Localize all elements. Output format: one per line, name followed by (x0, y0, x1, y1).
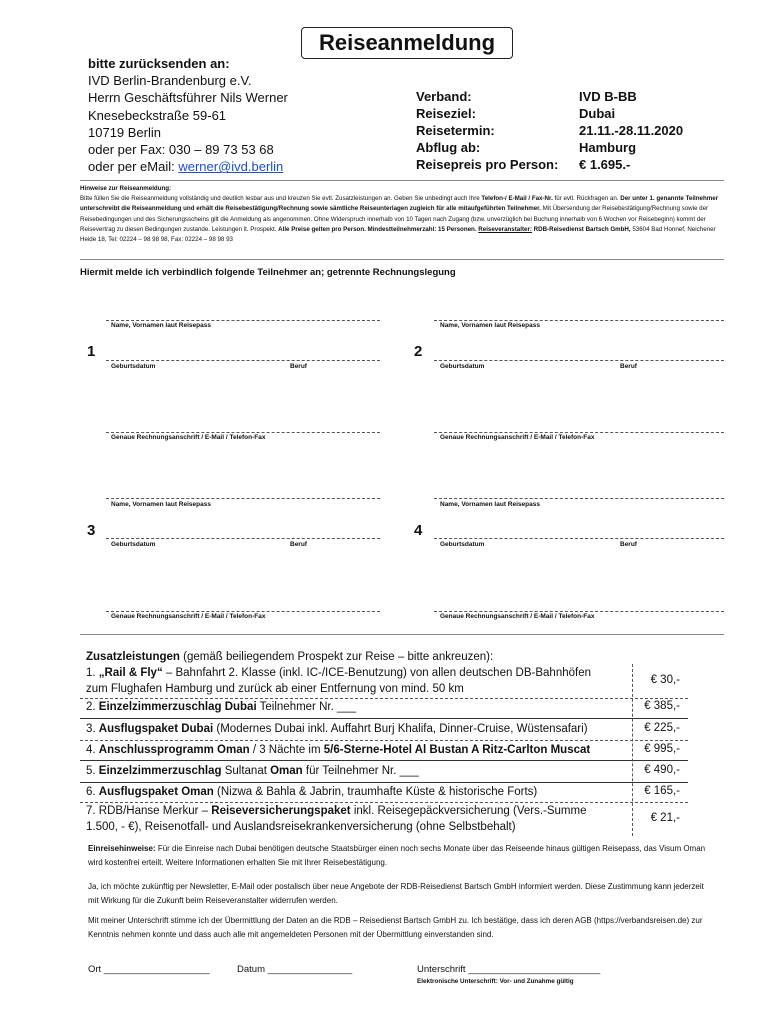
ort-field[interactable]: Ort ____________________ (88, 964, 210, 975)
extra-number: 6. (86, 786, 99, 798)
extra-price: € 30,- (650, 674, 680, 686)
form-title: Reiseanmeldung (301, 27, 513, 59)
trip-row-reisetermin (416, 122, 683, 139)
extra-name: Anschlussprogramm Oman (98, 744, 250, 756)
address-line: 10719 Berlin (88, 124, 161, 140)
address-heading: bitte zurücksenden an: (88, 56, 230, 71)
extra-price: € 225,- (644, 722, 680, 734)
fax-line: oder per Fax: 030 – 89 73 53 68 (88, 142, 274, 158)
extras-box (80, 646, 688, 836)
extra-text (86, 785, 537, 801)
address-line: Herrn Geschäftsführer Nils Werner (88, 90, 288, 106)
birth-job-field[interactable] (106, 360, 380, 361)
extra-desc: – Bahnfahrt 2. Klasse (inkl. IC-/ICE-Benutzung) von allen deutschen DB-Bahnhöfen (162, 667, 591, 679)
trip-row-preis (416, 156, 683, 173)
divider (80, 180, 724, 181)
name-label: Name, Vornamen laut Reisepass (440, 322, 540, 329)
trip-value: Hamburg (579, 140, 637, 155)
extra-hotel: 5/6-Sterne-Hotel Al Bustan A Ritz-Carlton Muscat (323, 744, 591, 756)
hints-text-bold: Telefon-/ E-Mail / Fax-Nr. (481, 195, 553, 203)
extra-number: 7. RDB/Hanse Merkur – (86, 805, 212, 817)
participants-heading: Hiermit melde ich verbindlich folgende Teilnehmer an; getrennte Rechnungslegung (80, 267, 456, 278)
organizer-name: RDB-Reisedienst Bartsch GmbH, (531, 225, 631, 233)
trip-value: € 1.695.- (579, 157, 631, 172)
job-label: Beruf (620, 363, 637, 370)
organizer-address: 53604 Bad Honnef, Neichener Heide 18, Tel: 02224 – 98 98 98, Fax: 02224 – 98 98 93 (80, 225, 716, 244)
extra-text (86, 666, 591, 697)
entry-heading: Einreisehinweise: (88, 844, 156, 853)
extras-title-rest: (gemäß beiliegendem Prospekt zur Reise – bitte ankreuzen): (179, 651, 494, 663)
name-field[interactable] (434, 498, 724, 499)
extra-text (86, 722, 588, 738)
trip-label: Reiseziel: (416, 106, 476, 121)
hints-text: Bitte füllen Sie die Reiseanmeldung vollständig und deutlich lesbar aus und kreuzen Sie evtl. Zusatzleistungen an. Geben Sie unbedingt auch Ihre (80, 195, 482, 203)
extra-desc: 1.500, - €), Reisenotfall- und Auslandsreisekrankenversicherung (ohne Selbstbehalt) (86, 820, 516, 833)
extra-desc: Teilnehmer Nr. ___ (256, 701, 357, 713)
name-label: Name, Vornamen laut Reisepass (111, 501, 211, 508)
extra-desc: zum Flughafen Hamburg und zurück ab einer Entfernung von mind. 50 km (86, 682, 464, 695)
extras-title-bold: Zusatzleistungen (86, 651, 180, 663)
extra-name: Einzelzimmerzuschlag Dubai (98, 701, 257, 713)
birth-job-field[interactable] (106, 538, 380, 539)
trip-label: Reisetermin: (416, 123, 495, 138)
extra-desc: (Modernes Dubai inkl. Auffahrt Burj Khalifa, Dinner-Cruise, Wüstensafari) (213, 723, 588, 735)
extra-item-1[interactable] (80, 664, 688, 699)
extra-item-6[interactable] (80, 784, 688, 803)
job-label: Beruf (290, 541, 307, 548)
extra-name: Ausflugspaket Oman (98, 786, 214, 798)
name-field[interactable] (106, 320, 380, 321)
divider (80, 634, 724, 635)
job-label: Beruf (620, 541, 637, 548)
extra-name: Einzelzimmerzuschlag (98, 765, 222, 777)
contact-label: Genaue Rechnungsanschrift / E-Mail / Telefon-Fax (111, 613, 266, 620)
trip-row-verband (416, 88, 683, 105)
extra-text (86, 743, 590, 759)
hints-text-bold: Alle Preise gelten pro Person. Mindestteilnehmerzahl: 15 Personen. (278, 225, 477, 233)
trip-label: Reisepreis pro Person: (416, 157, 559, 172)
address-line: Knesebeckstraße 59-61 (88, 107, 227, 123)
extra-price: € 385,- (644, 700, 680, 712)
participant-number: 1 (87, 343, 96, 360)
birth-job-field[interactable] (434, 538, 724, 539)
extra-country: Oman (270, 765, 303, 777)
extra-text (86, 700, 356, 716)
extra-desc: (Nizwa & Bahla & Jabrin, traumhafte Küste & historische Forts) (213, 786, 538, 798)
email-line (88, 158, 418, 175)
extra-desc: für Teilnehmer Nr. ___ (302, 765, 419, 777)
extra-item-3[interactable] (80, 720, 688, 741)
name-label: Name, Vornamen laut Reisepass (440, 501, 540, 508)
price-column-separator (632, 664, 633, 836)
contact-label: Genaue Rechnungsanschrift / E-Mail / Telefon-Fax (440, 613, 595, 620)
address-line: IVD Berlin-Brandenburg e.V. (88, 73, 252, 89)
extra-name: „Rail & Fly“ (98, 667, 163, 679)
extra-price: € 490,- (644, 764, 680, 776)
extra-price: € 21,- (650, 812, 680, 824)
hints-heading: Hinweise zur Reiseanmeldung: (80, 185, 172, 192)
entry-notice (88, 842, 708, 870)
birth-job-field[interactable] (434, 360, 724, 361)
name-label: Name, Vornamen laut Reisepass (111, 322, 211, 329)
extra-price: € 165,- (644, 785, 680, 797)
trip-details (416, 88, 683, 173)
extra-price: € 995,- (644, 743, 680, 755)
email-link[interactable]: werner@ivd.berlin (178, 159, 284, 175)
extra-desc: inkl. Reisegepäckversicherung (Vers.-Summe (350, 805, 587, 817)
signature-field[interactable]: Unterschrift _________________________ (417, 964, 601, 975)
contact-field[interactable] (106, 611, 380, 612)
extra-text (86, 764, 419, 780)
participant-number: 2 (414, 343, 423, 360)
extra-item-5[interactable] (80, 762, 688, 783)
email-prefix: oder per eMail: (88, 159, 179, 175)
trip-value: 21.11.-28.11.2020 (579, 123, 684, 138)
birth-label: Geburtsdatum (440, 541, 485, 548)
extra-name: Reiseversicherungspaket (211, 805, 351, 817)
extra-number: 4. (86, 744, 99, 756)
trip-row-abflug (416, 139, 683, 156)
trip-label: Verband: (416, 89, 472, 104)
hints-text: für evtl. Rückfragen an. (552, 195, 621, 203)
extra-item-2[interactable] (80, 698, 688, 719)
name-field[interactable] (106, 498, 380, 499)
extra-number: 1. (86, 667, 99, 679)
hints-text-bold: Der unter 1. genannte Teilnehmer unterschreibt die Reiseanmeldung und erhält die Reisebestätigung/Rechnung sowie sämtliche Reiseunterlagen zugleich für alle mitaufgeführten Teilnehmer. (80, 195, 719, 213)
datum-field[interactable]: Datum ________________ (237, 964, 353, 975)
contact-label: Genaue Rechnungsanschrift / E-Mail / Telefon-Fax (440, 434, 595, 441)
contact-field[interactable] (434, 432, 724, 433)
extra-item-4[interactable] (80, 740, 688, 761)
newsletter-consent[interactable]: Ja, ich möchte zukünftig per Newsletter, E-Mail oder postalisch über neue Angebote der RDB-Reisedienst Bartsch GmbH informiert werden. Diese Zustimmung kann jederzeit mit Wirkung für die Zukunft beim Reiseveranstalter widerrufen werden. (88, 882, 704, 905)
extra-item-7[interactable] (80, 802, 688, 836)
organizer-label: Reiseveranstalter: (478, 225, 532, 233)
signature-note: Elektronische Unterschrift: Vor- und Zunahme gültig (417, 978, 574, 985)
participant-number: 4 (414, 522, 423, 539)
extra-text (86, 804, 586, 835)
contact-field[interactable] (106, 432, 380, 433)
name-field[interactable] (434, 320, 724, 321)
extra-name: Ausflugspaket Dubai (98, 723, 214, 735)
registration-hints (80, 184, 724, 245)
trip-value: Dubai (579, 106, 616, 121)
participant-number: 3 (87, 522, 96, 539)
divider (80, 259, 724, 260)
birth-label: Geburtsdatum (111, 363, 156, 370)
data-consent: Mit meiner Unterschrift stimme ich der Übermittlung der Daten an die RDB – Reisedienst Bartsch GmbH zu. Ich bestätige, dass ich deren AGB (https://verbandsreisen.de) zur Kenntnis nehmen konnte und dass auch alle mit angemeldeten Personen mit der Übermittlung einverstanden sind. (88, 916, 703, 939)
trip-label: Abflug ab: (416, 140, 481, 155)
extra-number: 2. (86, 701, 99, 713)
hints-text: Mit Übersendung der Reisebestätigung/Rechnung sowie der Reisebedingungen und des Sicherungsscheins gilt die Anmeldung als angenommen. Ohne Widerspruch innerhalb von 10 Tagen nach Zugang (bzw. unverzüglich bei Buchung innerhalb von 6 Wochen vor Reisebeginn) kommt der Reisevertrag zu diesen Bedingungen zustande. Leistungen lt. Prospekt. (80, 205, 709, 233)
trip-row-reiseziel (416, 105, 683, 122)
entry-text: Für die Einreise nach Dubai benötigen deutsche Staatsbürger einen noch sechs Monate über das Reiseende hinaus gültigen Reisepass, das Visum Oman wird kostenfrei erteilt. Weitere Informationen erhalten Sie mit Ihrer Reisebestätigung. (88, 844, 706, 867)
birth-label: Geburtsdatum (111, 541, 156, 548)
extra-desc: / 3 Nächte im (249, 744, 324, 756)
extra-number: 3. (86, 723, 99, 735)
return-address (88, 55, 418, 175)
job-label: Beruf (290, 363, 307, 370)
contact-label: Genaue Rechnungsanschrift / E-Mail / Telefon-Fax (111, 434, 266, 441)
extra-desc: Sultanat (221, 765, 271, 777)
extras-title (86, 651, 493, 663)
extra-number: 5. (86, 765, 99, 777)
trip-value: IVD B-BB (579, 89, 637, 104)
contact-field[interactable] (434, 611, 724, 612)
birth-label: Geburtsdatum (440, 363, 485, 370)
